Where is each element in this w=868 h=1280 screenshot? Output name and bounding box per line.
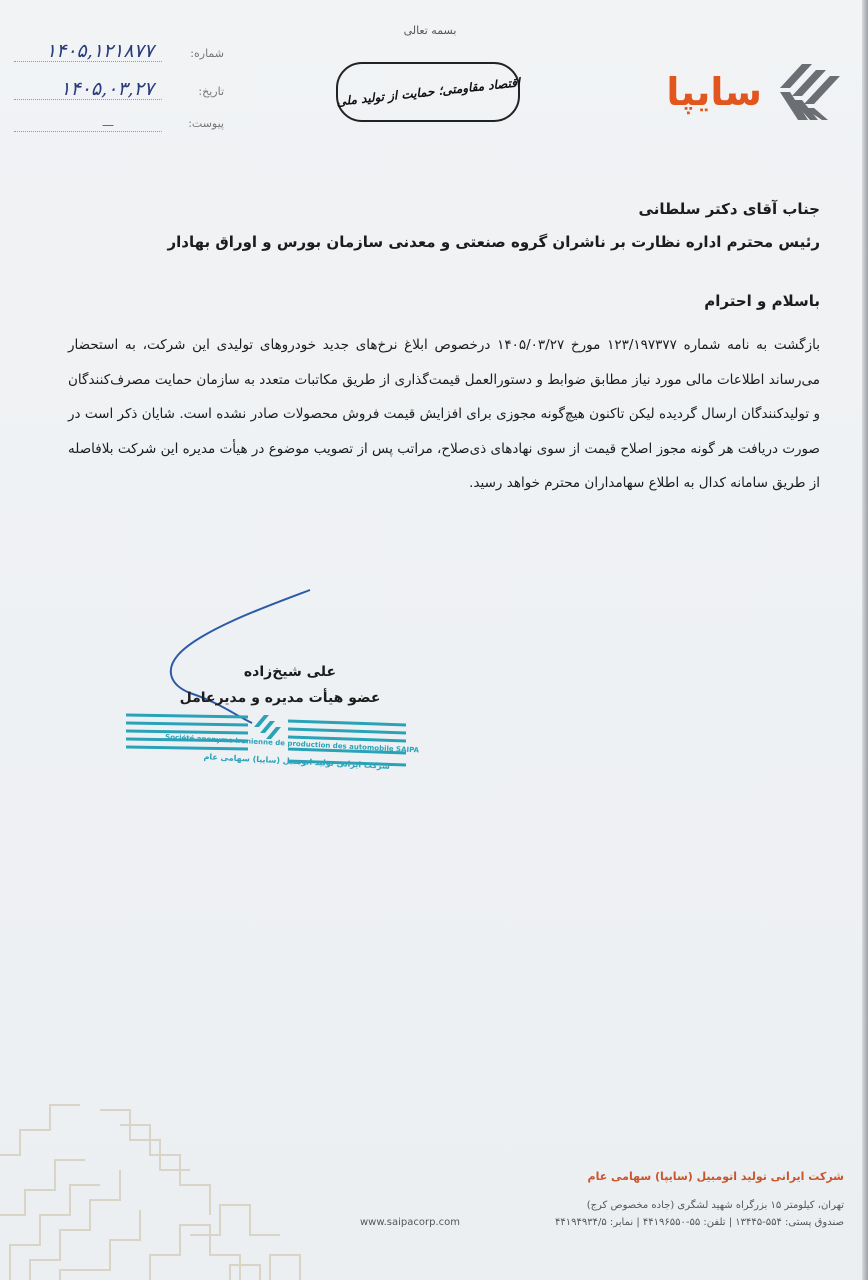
footer-contact: صندوق پستی: ۵۵۴-۱۳۴۴۵ | تلفن: ۵۵-۴۴۱۹۶۵۵۰ | نمابر: ۴۴۱۹۴۹۳۴/۵ xyxy=(554,1217,844,1228)
number-value: ۱۴۰۵,۱۲۱۸۷۷ xyxy=(45,40,154,62)
motto-seal xyxy=(336,62,520,122)
saipa-logo-icon xyxy=(772,58,844,126)
signer-title: عضو هیأت مدیره و مدیرعامل xyxy=(179,690,381,706)
letter-attachment-row xyxy=(14,106,224,134)
date-label: تاریخ: xyxy=(198,85,224,98)
motto-text: اقتصاد مقاومتی؛ حمایت از تولید ملی xyxy=(335,75,521,109)
page-edge-shadow xyxy=(862,0,868,1280)
footer-website: www.saipacorp.com xyxy=(360,1217,460,1228)
letter-number-row xyxy=(14,36,224,64)
date-value: ۱۴۰۵,۰۳,۲۷ xyxy=(60,78,154,100)
footer-decorative-pattern xyxy=(0,1095,360,1280)
greeting: باسلام و احترام xyxy=(704,292,820,310)
addressee: جناب آقای دکتر سلطانی xyxy=(638,200,820,218)
addressee-title: رئیس محترم اداره نظارت بر ناشران گروه صنعتی و معدنی سازمان بورس و اوراق بهادار xyxy=(167,233,820,251)
number-label: شماره: xyxy=(190,47,224,60)
company-logo-text: سایپا xyxy=(666,70,762,114)
letter-body: بازگشت به نامه شماره ۱۲۳/۱۹۷۳۷۷ مورخ ۱۴۰۵/۰۳/۲۷ درخصوص ابلاغ نرخ‌های جدید خودروهای تولیدی این شرکت، به استحضار می‌رساند اطلاعات مالی مورد نیاز مطابق ضوابط و دستورالعمل قیمت‌گذاری از طریق مکاتبات متعدد به سازمان حمایت مصرف‌کنندگان و تولیدکنندگان ارسال گردیده لیکن تاکنون هیچ‌گونه مجوزی برای افزایش قیمت فروش محصولات صادر نشده است. شایان ذکر است در صورت دریافت هر گونه مجوز اصلاح قیمت از سوی نهادهای ذی‌صلاح، مراتب پس از تصویب موضوع در هیأت مدیره این شرکت بلافاصله از طریق سامانه کدال به اطلاع سهامداران محترم خواهد رسید. xyxy=(68,337,820,491)
footer-address: تهران، کیلومتر ۱۵ بزرگراه شهید لشگری (جاده مخصوص کرج) xyxy=(586,1200,844,1211)
attachment-label: پیوست: xyxy=(188,117,224,130)
stamp-text-persian: شرکت ایرانی تولید اتومبیل (سایپا) سهامی عام xyxy=(203,752,391,771)
attachment-line xyxy=(14,131,162,132)
footer-company-name: شرکت ایرانی تولید اتومبیل (سایپا) سهامی عام xyxy=(587,1170,844,1183)
signer-name: علی شیخ‌زاده xyxy=(243,664,337,680)
stamp-text-latin: Société anonyme Iranienne de production des automobile SAIPA xyxy=(164,733,420,755)
attachment-value: — xyxy=(102,118,114,132)
basmala: بسمه تعالی xyxy=(403,24,457,37)
letter-date-row xyxy=(14,74,224,102)
